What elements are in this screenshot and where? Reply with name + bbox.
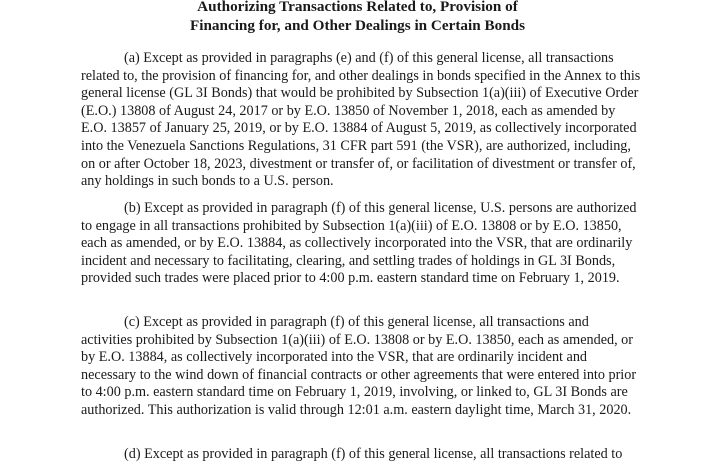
paragraph-a: (a) Except as provided in paragraphs (e) and (f) of this general license, all transactions related to, the provision of financing for, and other dealings in bonds specified in the Annex to this general license (GL 3I Bonds) that would be prohibited by Subsection 1(a)(iii) of Executive Order (E.O.) 13808 of August 24, 2017 or by E.O. 13850 of November 1, 2018, each as amended by E.O. 13857 of January 25, 2019, or by E.O. 13884 of August 5, 2019, as collectively incorporated into the Venezuela Sanctions Regulations, 31 CFR part 591 (the VSR), are authorized, including, on or after October 18, 2023, divestment or transfer of, or facilitation of divestment or transfer of, any holdings in such bonds to a U.S. person. <box>81 50 641 190</box>
paragraph-b: (b) Except as provided in paragraph (f) of this general license, U.S. persons are authorized to engage in all transactions prohibited by Subsection 1(a)(iii) of E.O. 13808 or by E.O. 13850, each as amended, or by E.O. 13884, as collectively incorporated into the VSR, that are ordinarily incident and necessary to facilitating, clearing, and settling trades of holdings in GL 3I Bonds, provided such trades were placed prior to 4:00 p.m. eastern standard time on February 1, 2019. <box>81 200 637 287</box>
title-line-1: Authorizing Transactions Related to, Provision of <box>197 0 518 15</box>
document-title <box>0 0 715 35</box>
title-line-2: Financing for, and Other Dealings in Certain Bonds <box>189 17 526 34</box>
paragraph-c: (c) Except as provided in paragraph (f) of this general license, all transactions and activities prohibited by Subsection 1(a)(iii) of E.O. 13808 or by E.O. 13850, each as amended, or by E.O. 13884, as collectively incorporated into the VSR, that are ordinarily incident and necessary to the wind down of financial contracts or other agreements that were entered into prior to 4:00 p.m. eastern standard time on February 1, 2019, involving, or linked to, GL 3I Bonds are authorized. This authorization is valid through 12:01 a.m. eastern daylight time, March 31, 2020. <box>81 314 637 418</box>
paragraph-d: (d) Except as provided in paragraph (f) of this general license, all transactions related to <box>124 446 623 462</box>
